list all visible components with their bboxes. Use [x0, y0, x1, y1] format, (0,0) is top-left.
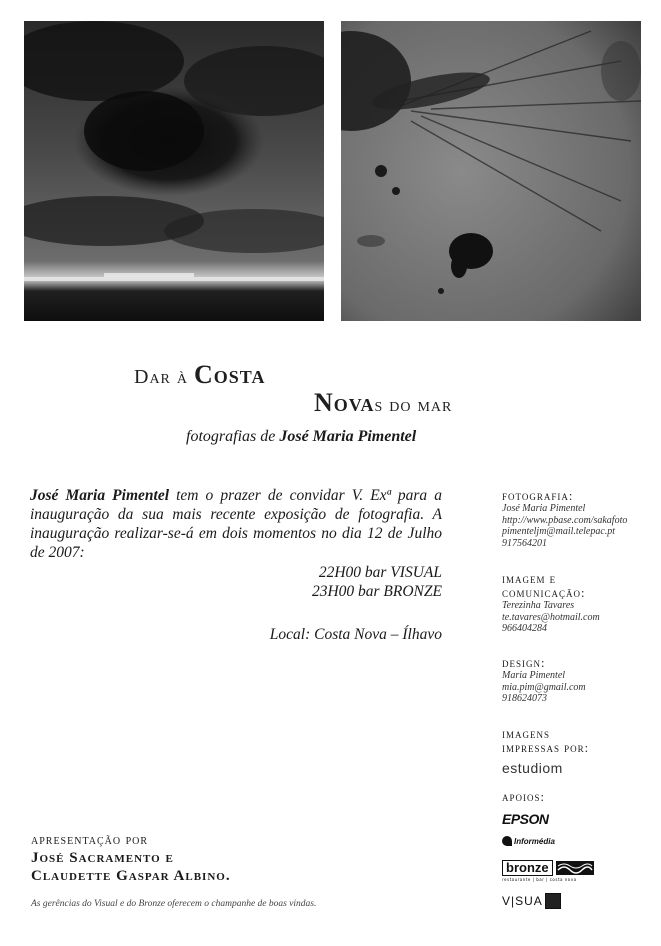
invitation-text — [30, 486, 442, 562]
informedia-mark-icon — [502, 836, 512, 846]
credits-apoios — [502, 790, 652, 804]
storm-clouds-photo — [24, 21, 324, 321]
epson-logo: EPSON — [502, 811, 549, 827]
credits-comunicacao — [502, 572, 652, 635]
credit-email[interactable]: te.tavares@hotmail.com — [502, 611, 600, 623]
heading-imagem: imagem e — [502, 572, 557, 586]
exhibition-title — [134, 360, 554, 420]
visual-logo — [502, 893, 561, 909]
title-line-2: Novas do mar — [314, 388, 453, 417]
estudiom-logo: estudiom — [502, 760, 563, 776]
credit-line: Terezinha Tavares — [502, 600, 575, 611]
credit-line: José Maria Pimentel — [502, 503, 586, 514]
credit-phone: 966404284 — [502, 623, 547, 634]
time-visual: 22H00 bar VISUAL — [318, 564, 442, 581]
credit-line: Maria Pimentel — [502, 670, 566, 681]
heading-design: design: — [502, 656, 546, 670]
exhibition-subtitle — [186, 428, 416, 446]
heading-comunicacao: comunicação: — [502, 586, 586, 600]
informedia-logo — [502, 836, 555, 846]
time-bronze: 23H00 bar BRONZE — [311, 583, 442, 600]
credit-email[interactable]: mia.pim@gmail.com — [502, 681, 586, 693]
bronze-label: bronze — [502, 860, 553, 876]
heading-imagens: imagens — [502, 727, 551, 741]
informedia-label: Informédia — [514, 836, 555, 846]
subtitle-prefix: fotografias de — [186, 428, 280, 445]
heading-fotografia: fotografia: — [502, 489, 574, 503]
presentation-line-2: José Sacramento e — [31, 850, 174, 866]
invite-name: José Maria Pimentel — [30, 487, 170, 504]
invite-body: tem o prazer de convidar V. Exª para a inauguração da sua mais recente exposição de fotografia. A inauguração realizar-se-á em dois momentos no dia 12 de Julho de 2007: — [30, 487, 443, 561]
event-times — [200, 563, 442, 601]
title-line-1: Dar à Costa — [134, 360, 266, 389]
credit-email[interactable]: pimenteljm@mail.telepac.pt — [502, 526, 616, 537]
footer-note: As gerências do Visual e do Bronze oferecem o champanhe de boas vindas. — [31, 899, 317, 909]
heading-impressas: impressas por: — [502, 741, 590, 755]
bronze-subtitle: restaurante | bar | costa nova — [502, 877, 577, 882]
subtitle-name: José Maria Pimentel — [279, 428, 417, 445]
credit-phone: 918624073 — [502, 693, 547, 704]
event-location: Local: Costa Nova – Ílhavo — [269, 626, 442, 643]
visual-label: V|SUA — [502, 894, 543, 908]
presentation-line-3: Claudette Gaspar Albino. — [31, 868, 231, 884]
credits-design — [502, 656, 652, 705]
credit-link[interactable]: http://www.pbase.com/sakafoto — [502, 514, 628, 526]
wave-icon — [556, 861, 594, 875]
visual-mark-icon — [545, 893, 561, 909]
presentation-block — [31, 832, 231, 885]
textured-abstract-photo — [341, 21, 641, 321]
bronze-logo — [502, 860, 594, 882]
credits-fotografia — [502, 489, 652, 549]
heading-apoios: apoios: — [502, 790, 545, 804]
presentation-line-1: apresentação por — [31, 833, 149, 848]
credit-phone: 917564201 — [502, 537, 547, 549]
credits-imagens — [502, 727, 652, 755]
